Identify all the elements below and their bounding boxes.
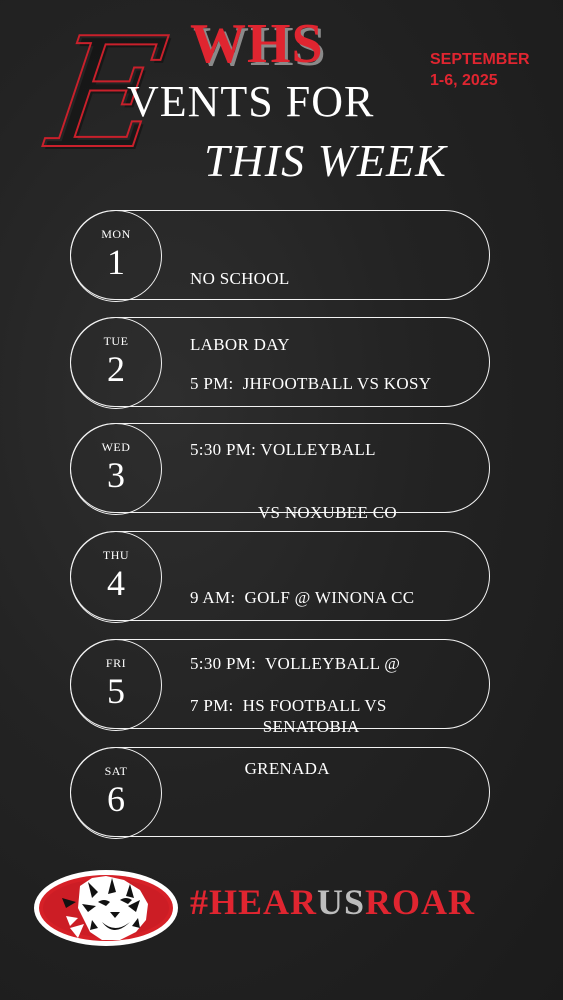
- event-line: 5 PM: JHFOOTBALL VS KOSY: [190, 374, 432, 393]
- day-badge: [70, 423, 162, 515]
- day-badge: [70, 210, 162, 302]
- event-line: LABOR DAY: [190, 335, 290, 354]
- day-number: 1: [107, 242, 125, 282]
- date-month: SEPTEMBER: [430, 51, 530, 68]
- date-range: 1-6, 2025: [430, 72, 498, 89]
- day-badge: [70, 747, 162, 839]
- hashtag-part-hear: #HEAR: [190, 882, 318, 922]
- hashtag-part-roar: ROAR: [365, 882, 476, 922]
- day-abbr: THU: [102, 548, 130, 562]
- day-number: 5: [107, 671, 125, 711]
- event-line: 7 PM: HS FOOTBALL VS: [190, 696, 387, 715]
- day-badge: [70, 639, 162, 731]
- day-abbr: WED: [101, 440, 131, 454]
- title-events-for: VENTS FOR: [127, 77, 375, 126]
- day-row-sat: [70, 747, 490, 837]
- event-line: VS NOXUBEE CO: [190, 503, 397, 522]
- event-line: NO SCHOOL: [190, 269, 290, 288]
- day-number: 2: [107, 349, 125, 389]
- day-number: 3: [107, 455, 125, 495]
- event-line: 9 AM: GOLF @ WINONA CC: [190, 588, 415, 607]
- tiger-head-icon: [32, 868, 180, 948]
- day-badge: [70, 531, 162, 623]
- hashtag-hear-us-roar: [190, 884, 475, 920]
- event-line: SENATOBIA: [190, 717, 360, 736]
- school-name: WHS: [190, 13, 324, 75]
- day-abbr: SAT: [104, 764, 128, 778]
- day-number: 6: [107, 779, 125, 819]
- day-row-wed: [70, 423, 490, 513]
- event-line: 5:30 PM: VOLLEYBALL @: [190, 654, 401, 673]
- event-line: 5:30 PM: VOLLEYBALL: [190, 440, 376, 459]
- hashtag-part-us: US: [317, 882, 366, 922]
- day-abbr: TUE: [103, 334, 129, 348]
- day-abbr: MON: [101, 227, 131, 241]
- decorative-e-letter: E: [39, 5, 176, 182]
- title-this-week: THIS WEEK: [204, 135, 447, 186]
- day-number: 4: [107, 563, 125, 603]
- day-abbr: FRI: [105, 656, 127, 670]
- event-line: GRENADA: [190, 759, 330, 778]
- day-badge: [70, 317, 162, 409]
